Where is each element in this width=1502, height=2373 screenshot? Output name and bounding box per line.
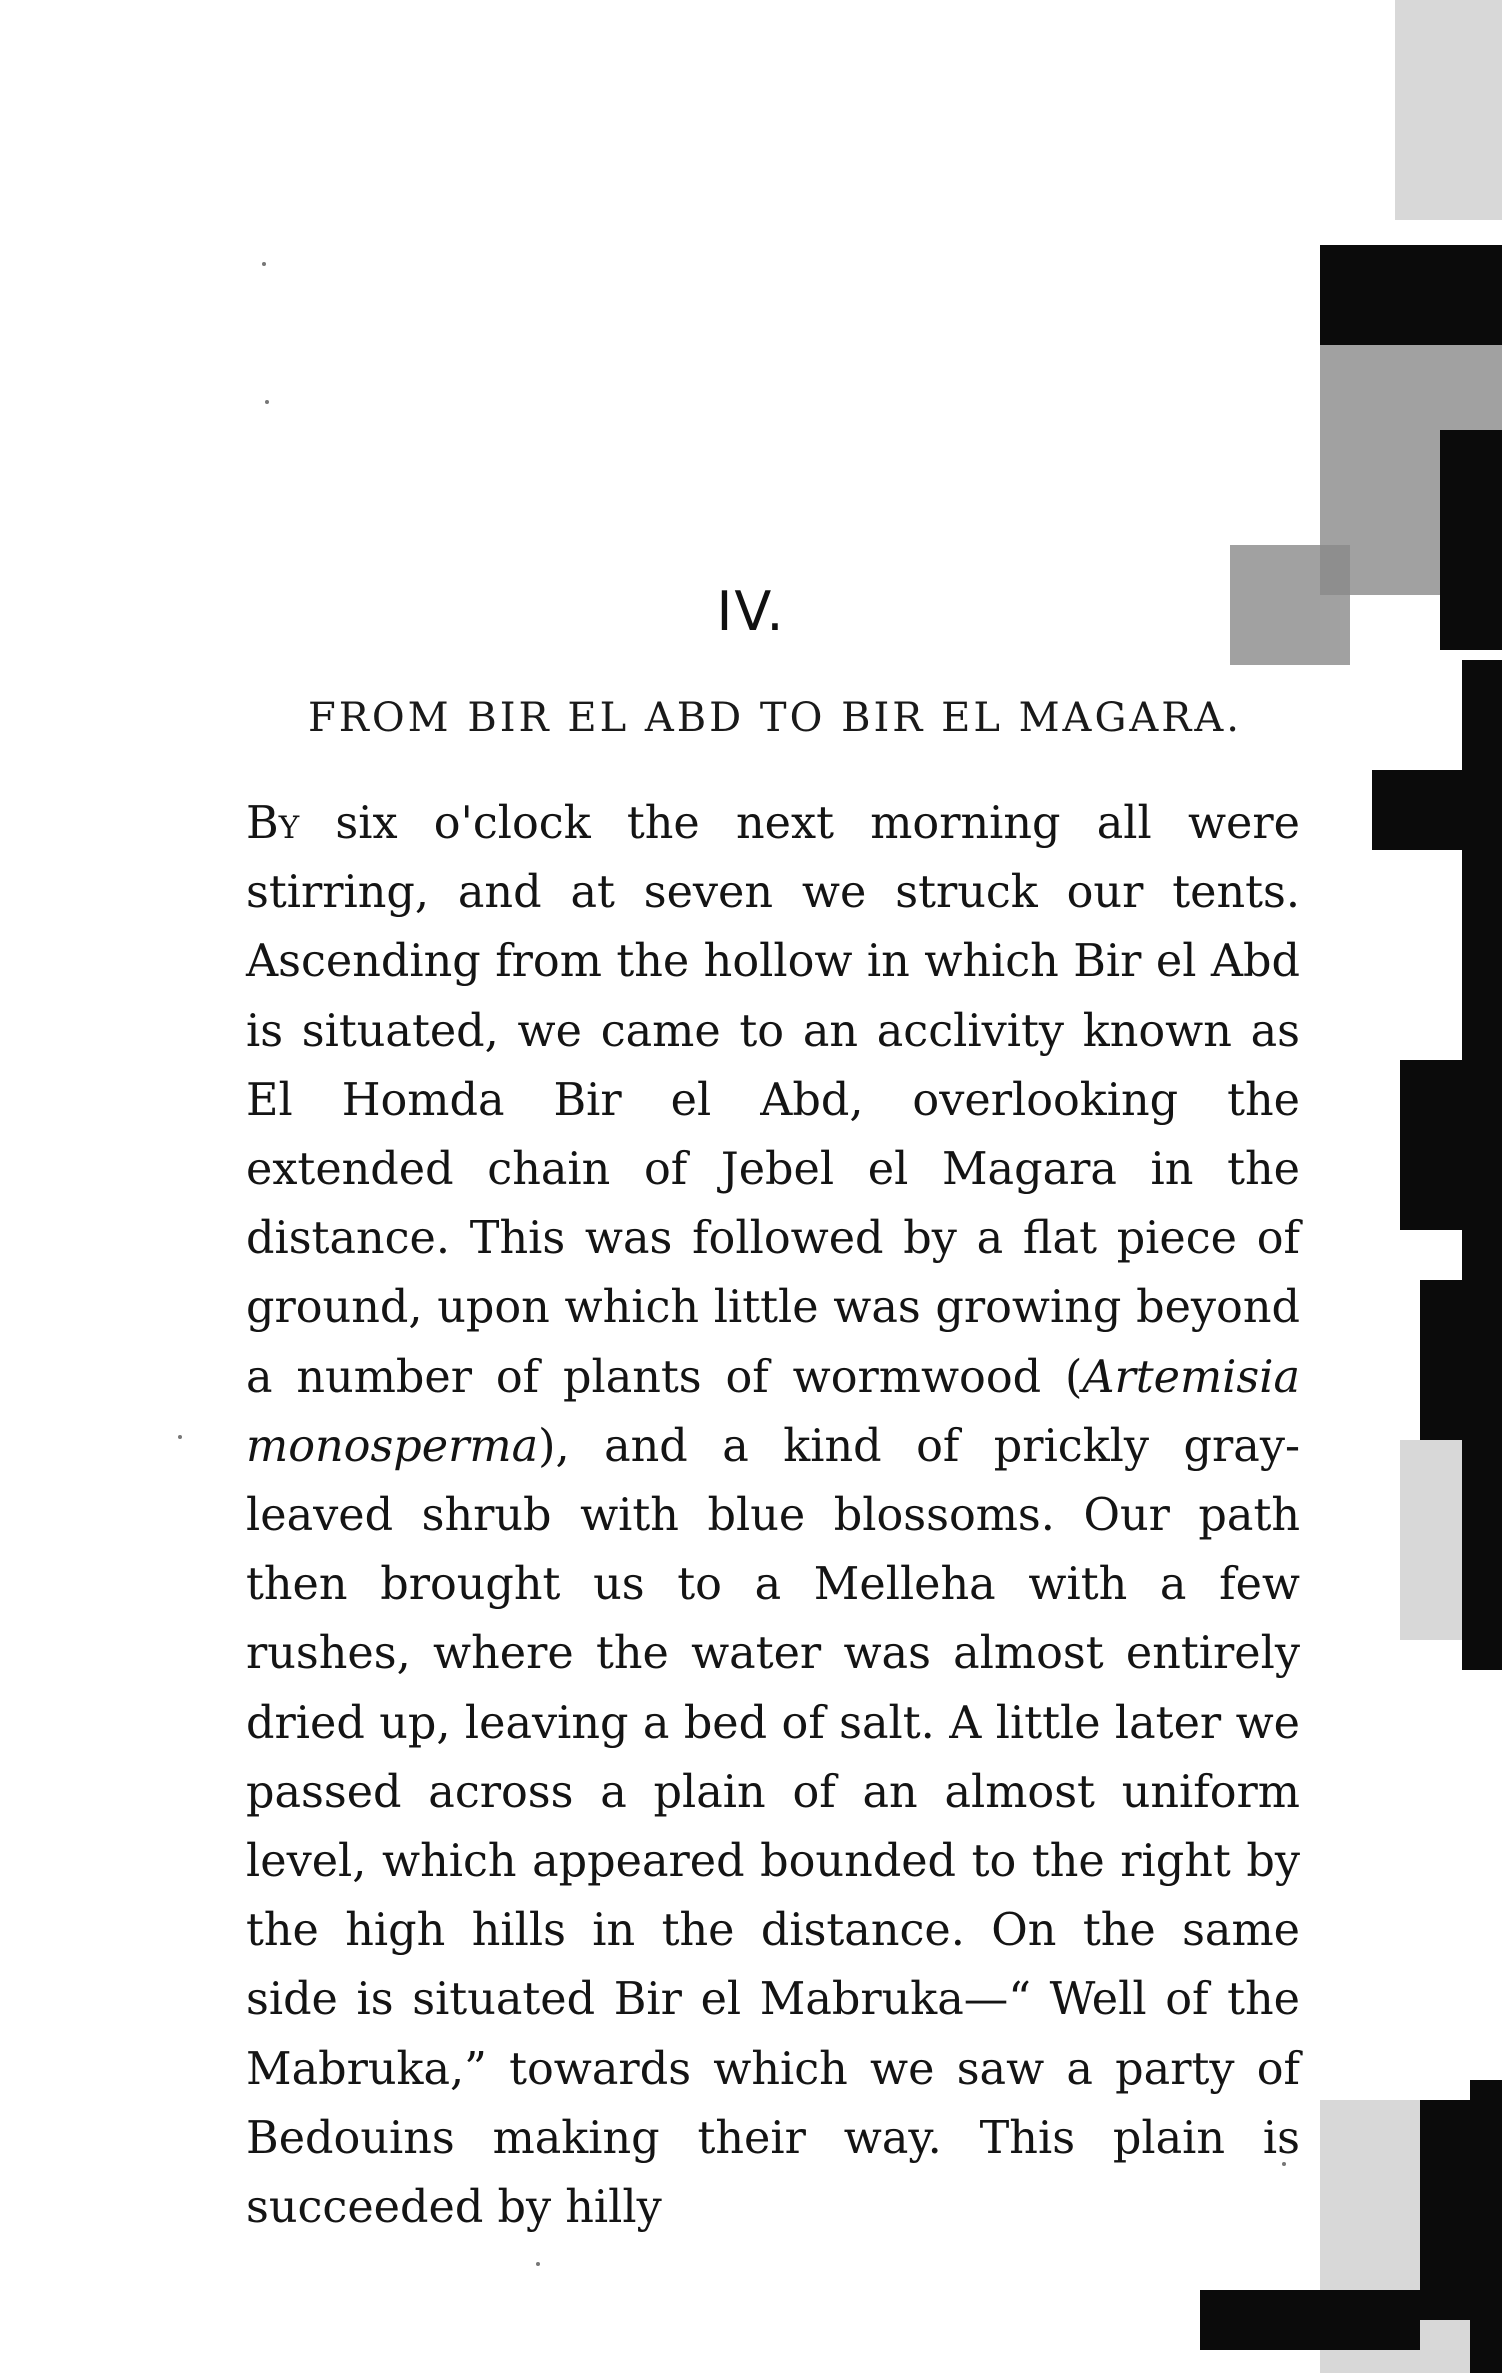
- scan-speck: [536, 2262, 540, 2266]
- paragraph-text: six o'clock the next morning all were stirring, and at seven we struck our tents. Ascending from the hollow in which Bir el Abd is situated, we came to an acclivity known as El Homda Bir el Abd, overlooking the extended chain of Jebel el Magara in the distance. This was followed by a flat piece of ground, upon which little was growing beyond a number of plants of wormwood (: [246, 798, 1300, 1403]
- body-paragraph: [246, 789, 1300, 2242]
- scan-edge-shadow: [1420, 1280, 1470, 1440]
- scan-edge-shadow: [1470, 2080, 1502, 2373]
- scan-edge-shadow: [1395, 0, 1502, 220]
- scan-speck: [178, 1435, 182, 1439]
- chapter-number: IV.: [716, 580, 786, 643]
- scan-edge-shadow: [1400, 1440, 1462, 1640]
- lead-in-word: By: [246, 798, 300, 849]
- scan-speck: [262, 262, 266, 266]
- scan-edge-shadow: [1372, 770, 1462, 850]
- paragraph-text: ), and a kind of prickly gray-leaved shrub with blue blossoms. Our path then brought us to a Melleha with a few rushes, where the water was almost entirely dried up, leaving a bed of salt. A little later we passed across a plain of an almost uniform level, which appeared bounded to the right by the high hills in the distance. On the same side is situated Bir el Mabruka—“ Well of the Mabruka,” towards which we saw a party of Bedouins making their way. This plain is succeeded by hilly: [246, 1420, 1300, 2234]
- scan-edge-shadow: [1400, 1060, 1470, 1230]
- scan-edge-shadow: [1200, 2290, 1420, 2350]
- scan-edge-shadow: [1320, 245, 1502, 345]
- scan-speck: [265, 400, 269, 404]
- chapter-title: FROM BIR EL ABD TO BIR EL MAGARA.: [308, 695, 1242, 741]
- chapter-body: [246, 789, 1300, 2242]
- species-name: Artemisia monosperma: [246, 1351, 1300, 1472]
